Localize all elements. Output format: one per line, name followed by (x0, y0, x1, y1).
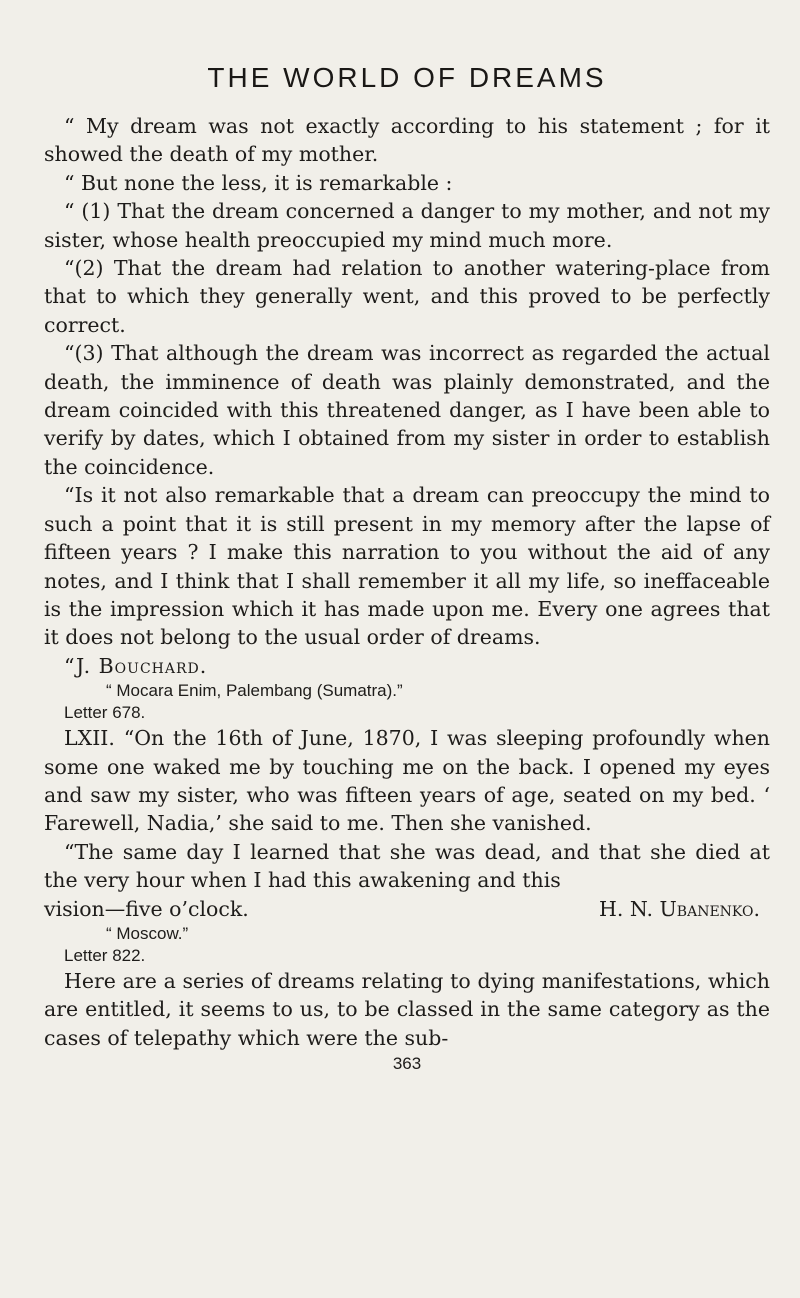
paragraph: “(3) That although the dream was incorrect as regarded the actual death, the imminence of death was plainly demonstrated, and the dream coincided with this threatened danger, as I have been able to verify by dates, which I obtained from my sister in order to establish the coincidence. (44, 341, 770, 479)
running-title: THE WORLD OF DREAMS (207, 62, 607, 93)
closing-text: vision—five o’clock. (44, 896, 249, 921)
paragraph: “The same day I learned that she was dead, and that she died at the very hour when I had this awakening and this (44, 839, 770, 893)
paragraph: “ My dream was not exactly according to his statement ; for it showed the death of my mother. (44, 114, 770, 167)
paragraph: “(2) That the dream had relation to another watering-place from that to which they generally went, and this proved to be perfectly correct. (44, 256, 770, 337)
sender-location: “ Moscow.” (106, 923, 189, 943)
letter-number: Letter 678. (64, 703, 146, 723)
page-body (44, 112, 770, 1052)
paragraph: “ But none the less, it is remarkable : (64, 170, 453, 195)
book-page (44, 0, 770, 1298)
letter-number: Letter 822. (64, 945, 146, 965)
page-number: 363 (392, 1054, 422, 1073)
paragraph: “Is it not also remarkable that a dream can preoccupy the mind to such a point that it is still present in my memory after the lapse of fifteen years ? I make this narration to you without the aid of any notes, and I think that I shall remember it all my life, so ineffaceable is the impression which it has made upon me. Every one agrees that it does not belong to the usual order of dreams. (44, 483, 770, 650)
signature-ubanenko: H. N. Ubanenko. (598, 896, 760, 921)
sender-location: “ Mocara Enim, Palembang (Sumatra).” (106, 681, 403, 701)
signature-bouchard: “J. Bouchard. (64, 653, 208, 678)
closing-line (44, 895, 770, 923)
paragraph: LXII. “On the 16th of June, 1870, I was sleeping profoundly when some one waked me by touching me on the back. I opened my eyes and saw my sister, who was fifteen years of age, seated on my bed. ‘ Farewell, Nadia,’ she said to me. Then she vanished. (44, 726, 770, 836)
paragraph: Here are a series of dreams relating to dying manifestations, which are entitled, it seems to us, to be classed in the same category as the cases of telepathy which were the sub- (44, 968, 770, 1050)
paragraph: “ (1) That the dream concerned a danger to my mother, and not my sister, whose health preoccupied my mind much more. (44, 199, 770, 252)
